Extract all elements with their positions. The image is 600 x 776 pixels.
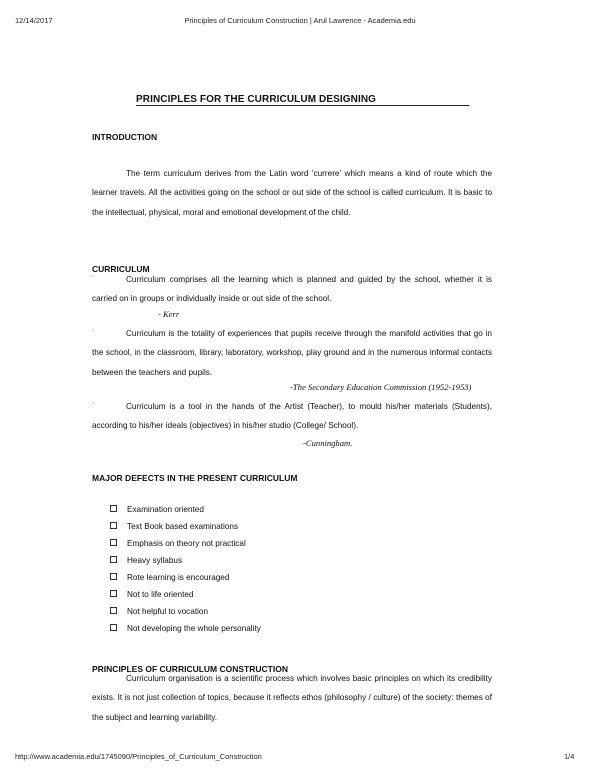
list-item: Heavy syllabus xyxy=(110,552,261,569)
principles-text: Curriculum organisation is a scientific process which involves basic principles on which its credibility exists. It is not just collection of topics, because it reflects ethos (philosophy / culture) of the society: themes of the subject and learning variability. xyxy=(92,674,492,722)
print-page-number: 1/4 xyxy=(564,752,575,761)
definition-cunningham xyxy=(92,397,492,436)
list-item: Emphasis on theory not practical xyxy=(110,535,261,552)
print-page-title: Principles of Curriculum Construction | Arul Lawrence - Academia.edu xyxy=(184,16,416,25)
definition-text: Curriculum is a tool in the hands of the Artist (Teacher), to mould his/her materials (Students), according to his/her ideals (objectives) in his/her studio (College/ School). xyxy=(92,402,492,431)
definition-source: -The Secondary Education Commission (1952-1953) xyxy=(290,382,472,392)
definition-text: Curriculum is the totality of experiences that pupils receive through the manifold activities that go in the school, in the classroom, library, laboratory, workshop, play ground and in the numerous informal contacts between the teachers and pupils. xyxy=(92,329,492,377)
list-item: Not helpful to vocation xyxy=(110,603,261,620)
defects-heading: MAJOR DEFECTS IN THE PRESENT CURRICULUM xyxy=(92,473,298,483)
list-item: Examination oriented xyxy=(110,501,261,518)
checkbox-square-icon xyxy=(110,539,117,546)
list-item: Not to life oriented xyxy=(110,586,261,603)
list-item: Not developing the whole personality xyxy=(110,620,261,637)
defects-list xyxy=(110,501,261,637)
checkbox-square-icon xyxy=(110,556,117,563)
checkbox-square-icon xyxy=(110,607,117,614)
checkbox-square-icon xyxy=(110,505,117,512)
checkbox-square-icon xyxy=(110,590,117,597)
list-item: Rote learning is encouraged xyxy=(110,569,261,586)
checkbox-square-icon xyxy=(110,624,117,631)
definition-text: Curriculum comprises all the learning which is planned and guided by the school, whether it is carried on in groups or individually inside or out side of the school. xyxy=(92,275,492,304)
introduction-text: The term curriculum derives from the Latin word 'currere' which means a kind of route which the learner travels. All the activities going on the school or out side of the school is called curriculum. It is basic to the intellectual, physical, moral and emotional development of the child. xyxy=(92,169,492,217)
principles-heading: PRINCIPLES OF CURRICULUM CONSTRUCTION xyxy=(92,664,288,674)
definition-source: - Kerr xyxy=(158,309,180,319)
curriculum-heading: CURRICULUM xyxy=(92,264,150,274)
definition-commission xyxy=(92,324,492,382)
bullet-mark: ` xyxy=(92,403,95,410)
introduction-heading: INTRODUCTION xyxy=(92,132,158,142)
bullet-mark: ` xyxy=(92,276,95,283)
definition-kerr xyxy=(92,270,492,309)
list-item: Text Book based examinations xyxy=(110,518,261,535)
bullet-mark: ` xyxy=(92,330,95,337)
definition-source: -Cunningham. xyxy=(303,438,353,448)
print-date: 12/14/2017 xyxy=(15,16,53,25)
print-url: http://www.academia.edu/1745090/Principles_of_Curriculum_Construction xyxy=(15,752,262,761)
checkbox-square-icon xyxy=(110,522,117,529)
checkbox-square-icon xyxy=(110,573,117,580)
document-title: PRINCIPLES FOR THE CURRICULUM DESIGNING xyxy=(136,94,377,105)
title-underline xyxy=(136,105,469,106)
